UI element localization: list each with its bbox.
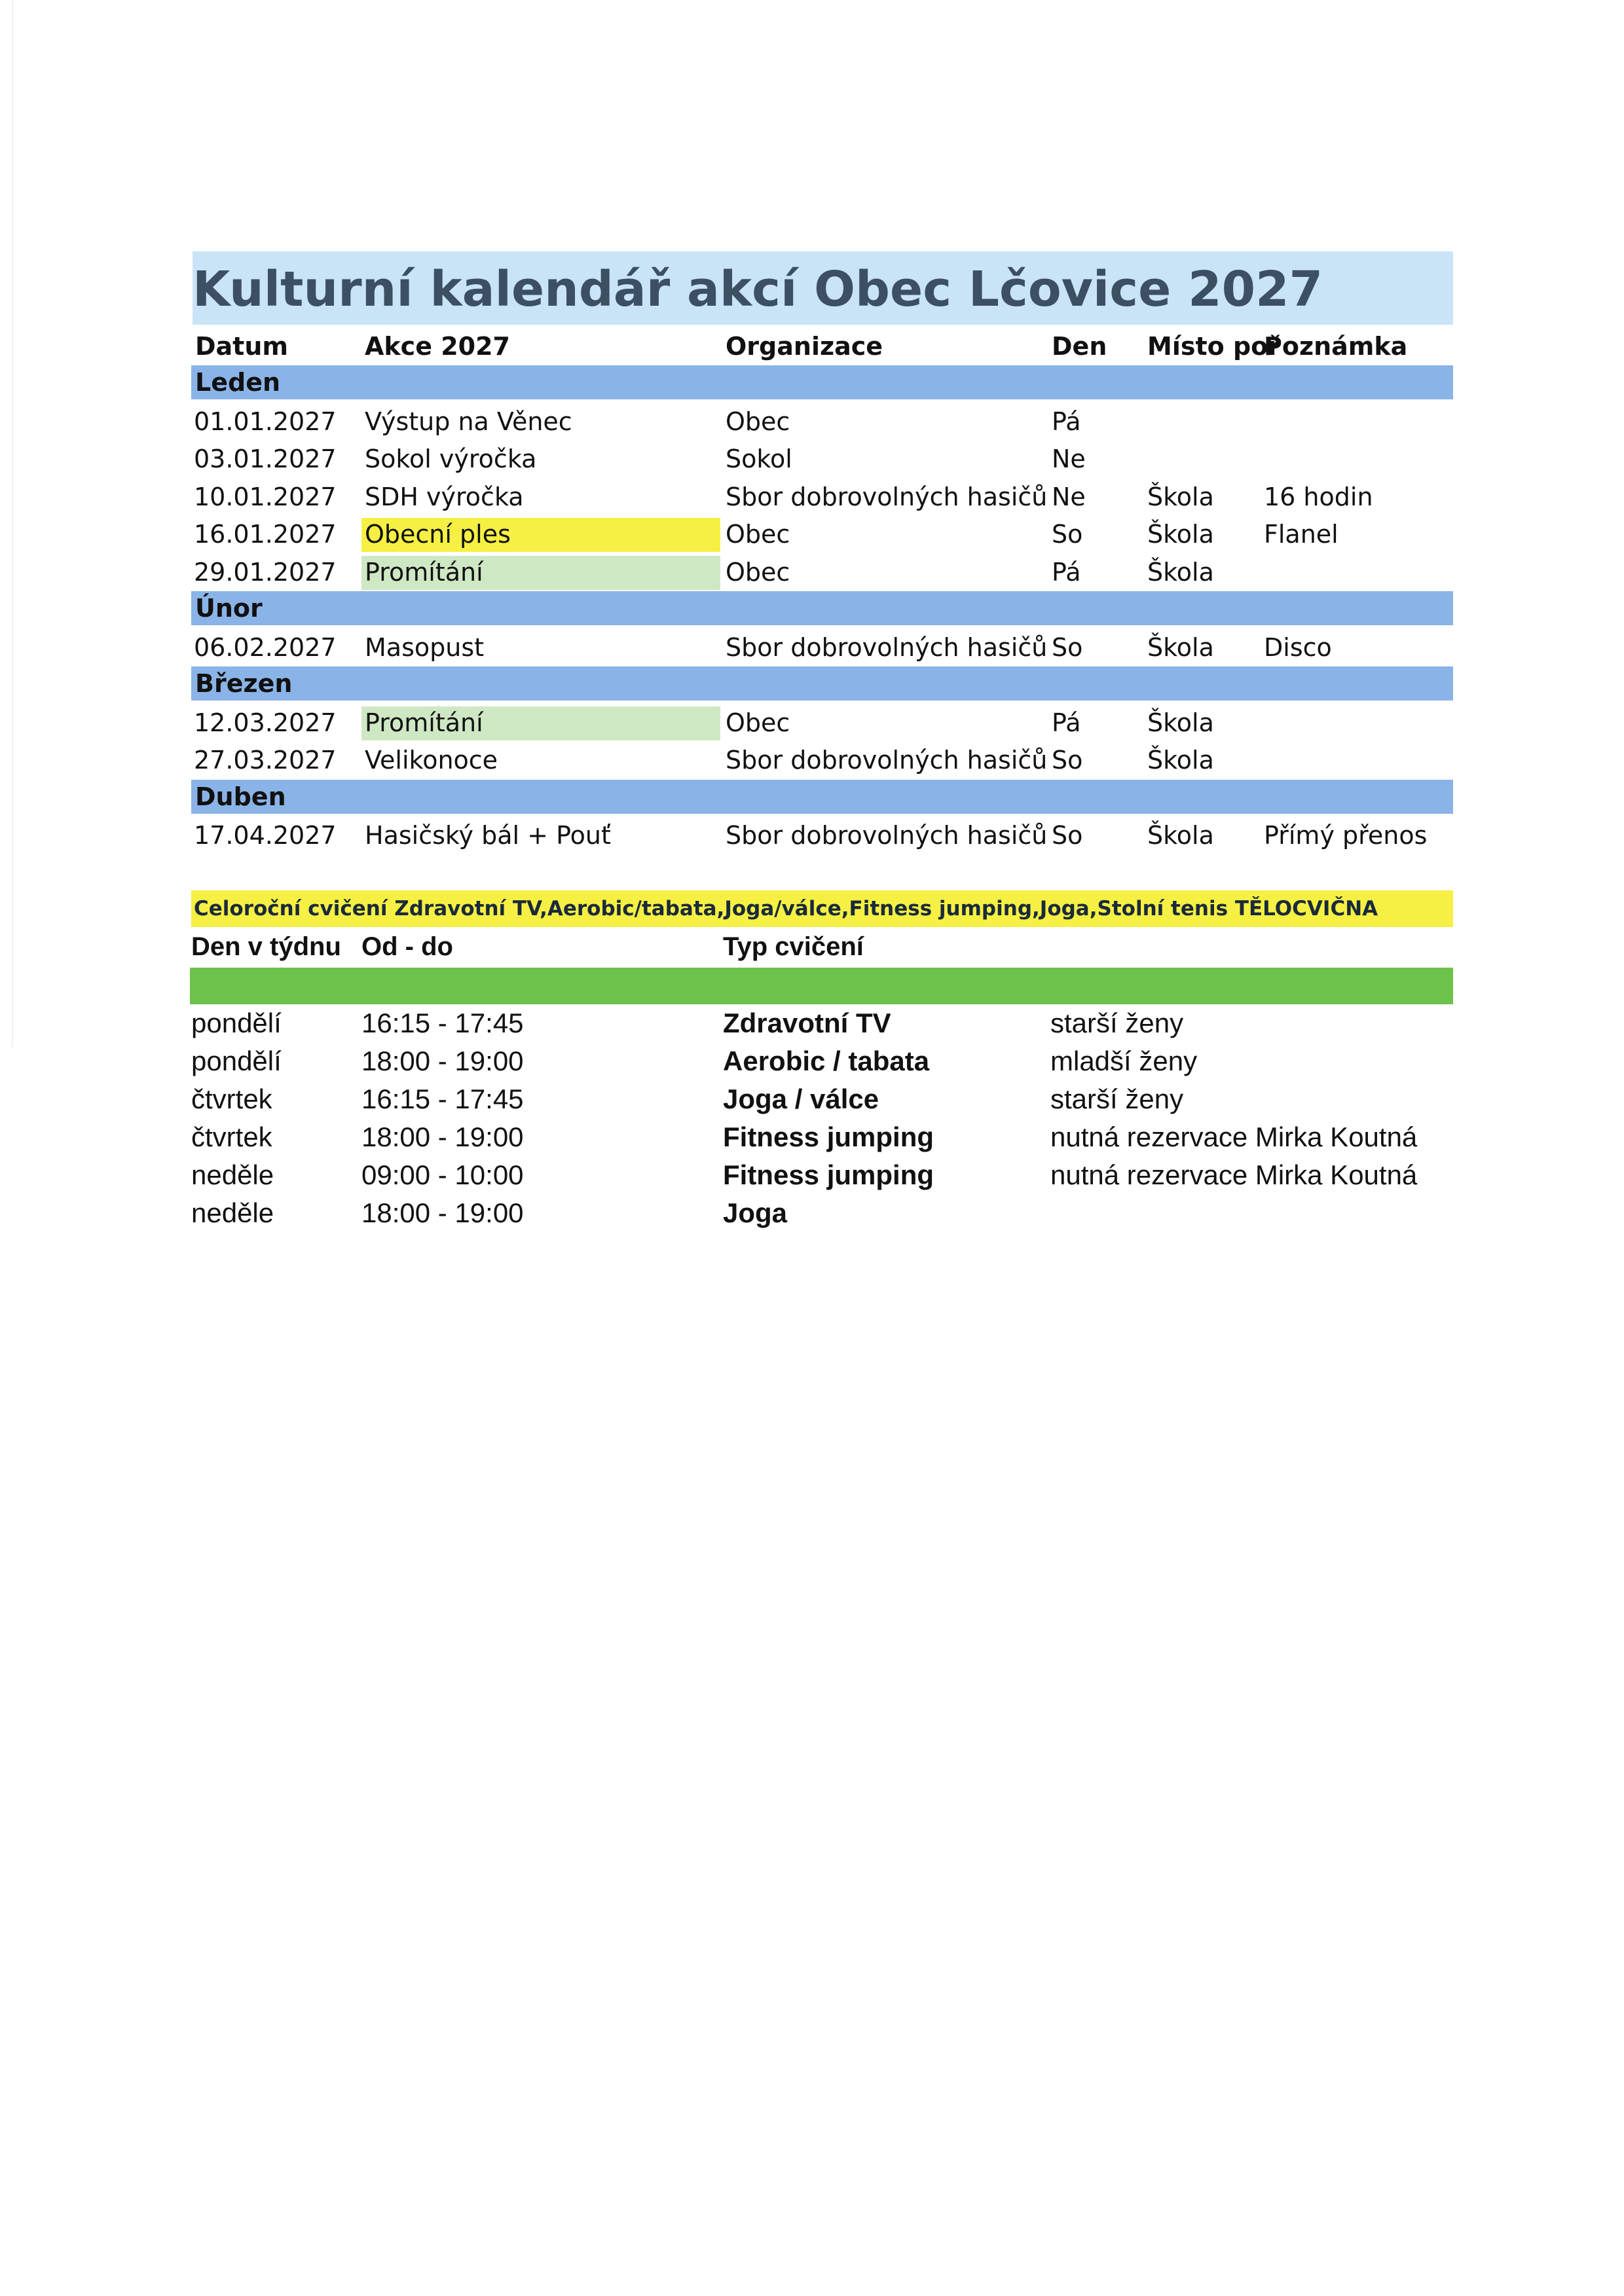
cell-misto: Škola <box>1147 708 1214 737</box>
exercise-type: Zdravotní TV <box>723 1008 891 1038</box>
cell-misto: Škola <box>1147 632 1214 662</box>
cell-organizace: Obec <box>726 557 790 587</box>
cell-poznamka: Flanel <box>1264 520 1338 549</box>
month-band <box>191 365 1453 399</box>
exercise-note: starší ženy <box>1050 1084 1184 1114</box>
cell-organizace: Sbor dobrovolných hasičů <box>726 482 1048 511</box>
cell-event: Výstup na Věnec <box>365 407 572 436</box>
cell-misto: Škola <box>1147 821 1214 850</box>
exercise-day: neděle <box>191 1159 274 1190</box>
exercise-time: 18:00 - 19:00 <box>361 1121 524 1152</box>
month-band <box>191 780 1453 814</box>
cell-organizace: Obec <box>726 407 790 436</box>
exercise-type: Joga / válce <box>723 1084 879 1114</box>
exercise-day: čtvrtek <box>191 1121 272 1152</box>
column-header-den: Den <box>1052 332 1107 361</box>
cell-event: Velikonoce <box>365 746 498 774</box>
exercise-header-type: Typ cvičení <box>723 932 864 961</box>
exercise-day: pondělí <box>191 1008 282 1038</box>
cell-den: So <box>1052 632 1083 662</box>
cell-organizace: Sokol <box>726 445 792 473</box>
exercise-header-time: Od - do <box>361 932 453 961</box>
cell-den: Pá <box>1052 557 1081 587</box>
exercise-time: 16:15 - 17:45 <box>361 1008 524 1038</box>
exercise-type: Fitness jumping <box>723 1121 934 1152</box>
scan-edge <box>12 0 13 1048</box>
cell-event: Promítání <box>365 708 483 737</box>
cell-organizace: Sbor dobrovolných hasičů <box>726 632 1048 662</box>
exercise-type: Aerobic / tabata <box>723 1046 930 1076</box>
exercise-day: pondělí <box>191 1046 282 1076</box>
month-band <box>191 666 1453 701</box>
cell-event: SDH výročka <box>365 482 524 511</box>
exercise-time: 18:00 - 19:00 <box>361 1197 524 1228</box>
exercise-note: mladší ženy <box>1050 1046 1198 1076</box>
cell-organizace: Obec <box>726 520 790 549</box>
exercise-note: nutná rezervace Mirka Koutná <box>1050 1121 1418 1152</box>
column-header-poznamka: Poznámka <box>1264 332 1408 361</box>
cell-date: 10.01.2027 <box>194 482 337 511</box>
month-label: Březen <box>195 669 293 698</box>
exercise-time: 16:15 - 17:45 <box>361 1084 524 1114</box>
cell-den: Pá <box>1052 708 1081 737</box>
cell-misto: Škola <box>1147 482 1214 511</box>
exercise-time: 09:00 - 10:00 <box>361 1159 524 1190</box>
column-header-akce: Akce 2027 <box>365 332 510 361</box>
exercise-header-day: Den v týdnu <box>191 932 341 961</box>
cell-organizace: Sbor dobrovolných hasičů <box>726 746 1048 774</box>
cell-date: 27.03.2027 <box>194 746 337 774</box>
exercise-type: Fitness jumping <box>723 1159 934 1190</box>
cell-organizace: Obec <box>726 708 790 737</box>
cell-date: 06.02.2027 <box>194 632 337 662</box>
month-label: Duben <box>195 782 286 811</box>
column-header-organizace: Organizace <box>726 332 883 361</box>
cell-date: 16.01.2027 <box>194 520 337 549</box>
cell-poznamka: Disco <box>1264 632 1332 662</box>
cell-date: 12.03.2027 <box>194 708 337 737</box>
exercise-note: starší ženy <box>1050 1008 1184 1038</box>
exercise-banner-text: Celoroční cvičení Zdravotní TV,Aerobic/tabata,Joga/válce,Fitness jumping,Joga,Stolní tenis TĚLOCVIČNA <box>194 897 1378 920</box>
month-band <box>191 591 1453 625</box>
cell-date: 01.01.2027 <box>194 407 337 436</box>
cell-date: 17.04.2027 <box>194 821 337 850</box>
column-header-misto: Místo poř <box>1147 332 1281 361</box>
month-label: Leden <box>195 368 281 397</box>
cell-den: Ne <box>1052 482 1086 511</box>
cell-misto: Škola <box>1147 746 1214 774</box>
cell-poznamka: Přímý přenos <box>1264 821 1428 850</box>
cell-event: Masopust <box>365 632 485 662</box>
cell-event: Obecní ples <box>365 520 511 549</box>
exercise-band <box>190 968 1453 1004</box>
exercise-type: Joga <box>723 1197 788 1228</box>
cell-date: 29.01.2027 <box>194 557 337 587</box>
exercise-banner <box>191 890 1453 927</box>
cell-organizace: Sbor dobrovolných hasičů <box>726 821 1048 850</box>
month-label: Únor <box>195 594 263 623</box>
page-title: Kulturní kalendář akcí Obec Lčovice 2027 <box>193 261 1323 318</box>
cell-event: Sokol výročka <box>365 445 537 473</box>
cell-den: Pá <box>1052 407 1081 436</box>
exercise-day: čtvrtek <box>191 1084 272 1114</box>
cell-den: Ne <box>1052 445 1086 473</box>
column-header-datum: Datum <box>195 332 288 361</box>
cell-misto: Škola <box>1147 557 1214 587</box>
cell-den: So <box>1052 520 1083 549</box>
cell-den: So <box>1052 821 1083 850</box>
cell-event: Promítání <box>365 557 483 587</box>
cell-poznamka: 16 hodin <box>1264 482 1373 511</box>
cell-den: So <box>1052 746 1083 774</box>
exercise-note: nutná rezervace Mirka Koutná <box>1050 1159 1418 1190</box>
exercise-day: neděle <box>191 1197 274 1228</box>
cell-misto: Škola <box>1147 520 1214 549</box>
cell-event: Hasičský bál + Pouť <box>365 821 611 850</box>
exercise-time: 18:00 - 19:00 <box>361 1046 524 1076</box>
cell-date: 03.01.2027 <box>194 445 337 473</box>
